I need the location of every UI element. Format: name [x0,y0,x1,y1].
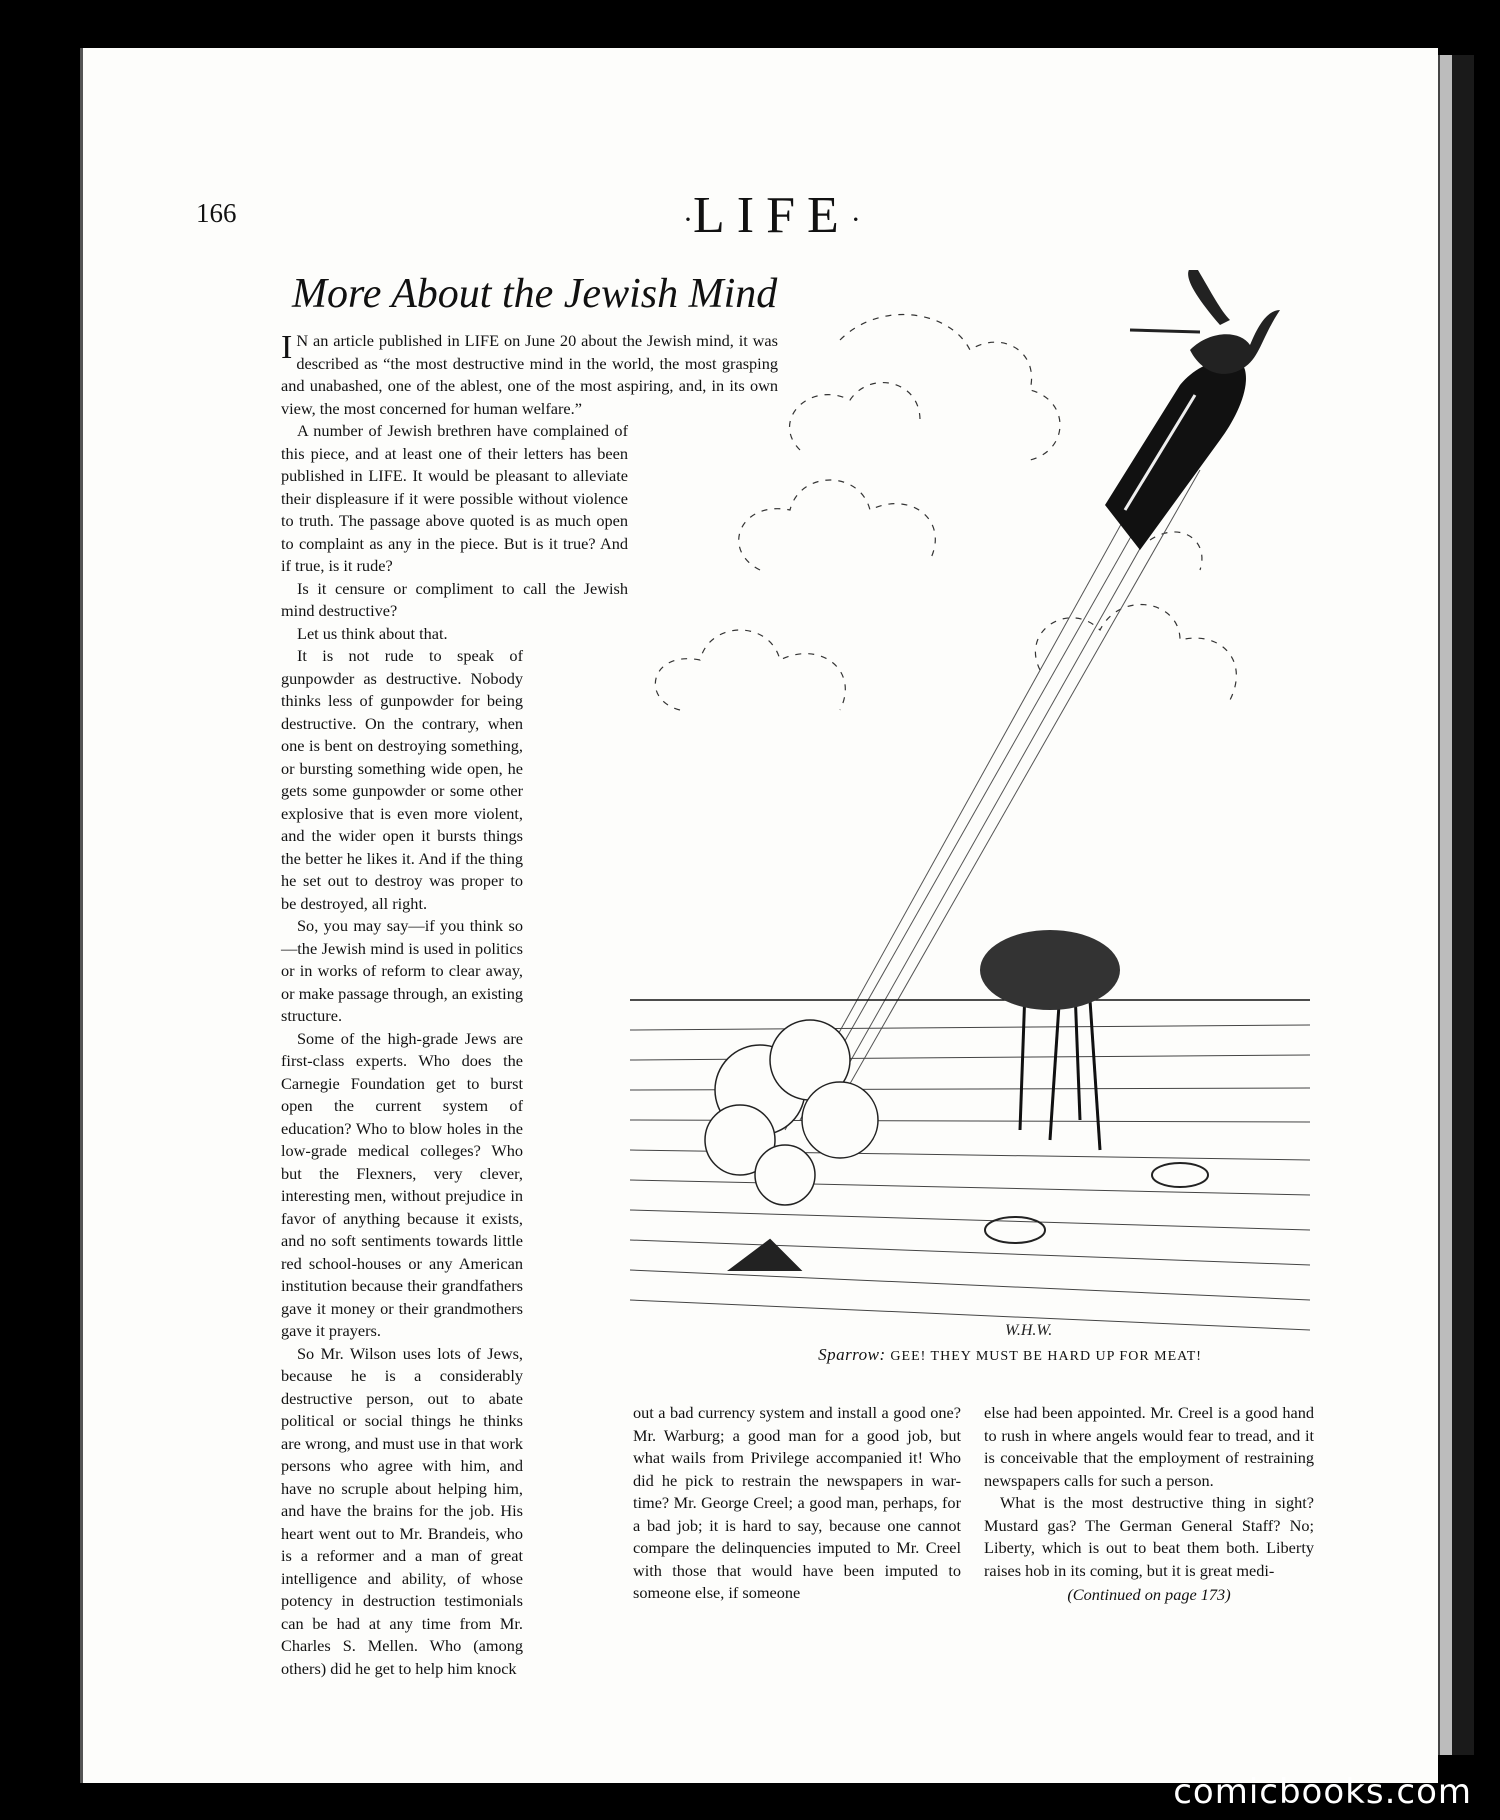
illustration-shell-sparrow [620,270,1340,1350]
paragraph: Is it censure or compliment to call the Jewish mind destructive? [281,578,628,620]
page-number: 166 [196,198,237,228]
artillery-shell [1105,359,1246,550]
drop-cap: I [281,329,293,366]
article-title: More About the Jewish Mind [292,271,778,317]
illustration-caption [760,1345,1260,1365]
paragraph-text: N an article published in LIFE on June 20 about the Jewish mind, it was described as “the most destructive mind in the world, the most grasping and unabashed, one of the ablest, one of the most aspiring, and, in its own view, the most concerned for human welfare.” [281,331,778,418]
caption-text: GEE! THEY MUST BE HARD UP FOR MEAT! [890,1349,1202,1364]
paragraph: Let us think about that. [297,623,448,643]
artist-signature: W.H.W. [1005,1322,1053,1339]
caption-speaker: Sparrow: [818,1345,886,1364]
article-column-2 [633,1402,961,1605]
watermark: comicbooks.com [1173,1772,1472,1812]
paragraph: Some of the high-grade Jews are first-class experts. Who does the Carnegie Foundation get to burst open the current system of education? Who to blow holes in the low-grade medical colleges? Who but the Flexners, very clever, interesting men, without prejudice in favor of anything because it exists, and no soft sentiments towards little red school-houses or any American institution because their grandfathers gave it money or their grandmothers gave it prayers. [281,1028,523,1340]
masthead: ·LIFE· [683,187,861,244]
paragraph: It is not rude to speak of gunpowder as destructive. Nobody thinks less of gunpowder for being destructive. On the contrary, when one is bent on destroying something, or bursting something wide open, he gets some gunpowder or some other explosive that is even more violent, and the wider open it bursts things the better he likes it. And if the thing he set out to destroy was proper to be destroyed, all right. [281,646,523,913]
paragraph: else had been appointed. Mr. Creel is a good hand to rush in where angels would fear to tread, and it is conceivable that the employment of restraining newspapers calls for such a person. [984,1403,1314,1490]
paragraph: A number of Jewish brethren have complained of this piece, and at least one of their letters has been published in LIFE. It would be pleasant to alleviate their displeasure if it were possible without violence to truth. The passage above quoted is as much open to complaint as any in the piece. But is it true? And if true, is it rude? [281,421,628,575]
smoke-burst [705,1020,878,1205]
paragraph: So Mr. Wilson uses lots of Jews, because he is a considerably destructive person, out to abate political or social things he thinks are wrong, and must use in that work persons who agree with him, and have no scruple about helping him, and have the brains for the job. His heart went out to Mr. Brandeis, who is a reformer and a man of great intelligence and ability, of whose potency in destruction testimonials can be had at any time from Mr. Charles S. Mellen. Who (among others) did he get to help him knock [281,1343,523,1678]
page-spine-shadow [1452,55,1474,1755]
trees [980,930,1120,1150]
paragraph: out a bad currency system and install a good one? Mr. Warburg; a good man for a good job, but what wails from Privilege accompanied it! Who did he pick to restrain the newspapers in war-time? Mr. George Creel; a good man, perhaps, for a bad job; it is hard to say, because one cannot compare the delinquencies imputed to Mr. Creel with those that would have been imputed to someone else, if someone [633,1403,961,1602]
page-spine [1438,55,1452,1755]
paragraph: So, you may say—if you think so—the Jewish mind is used in politics or in works of reform to clear away, or make passage through, an existing structure. [281,916,523,1025]
paragraph: What is the most destructive thing in sight? Mustard gas? The German General Staff? No; Liberty, which is out to beat them both. Liberty raises hob in its coming, but it is great medi- [984,1493,1314,1580]
sparrow [1130,270,1280,374]
continued-note: (Continued on page 173) [1067,1585,1231,1604]
article-column-3 [984,1402,1314,1607]
masthead-text: LIFE [693,187,851,244]
